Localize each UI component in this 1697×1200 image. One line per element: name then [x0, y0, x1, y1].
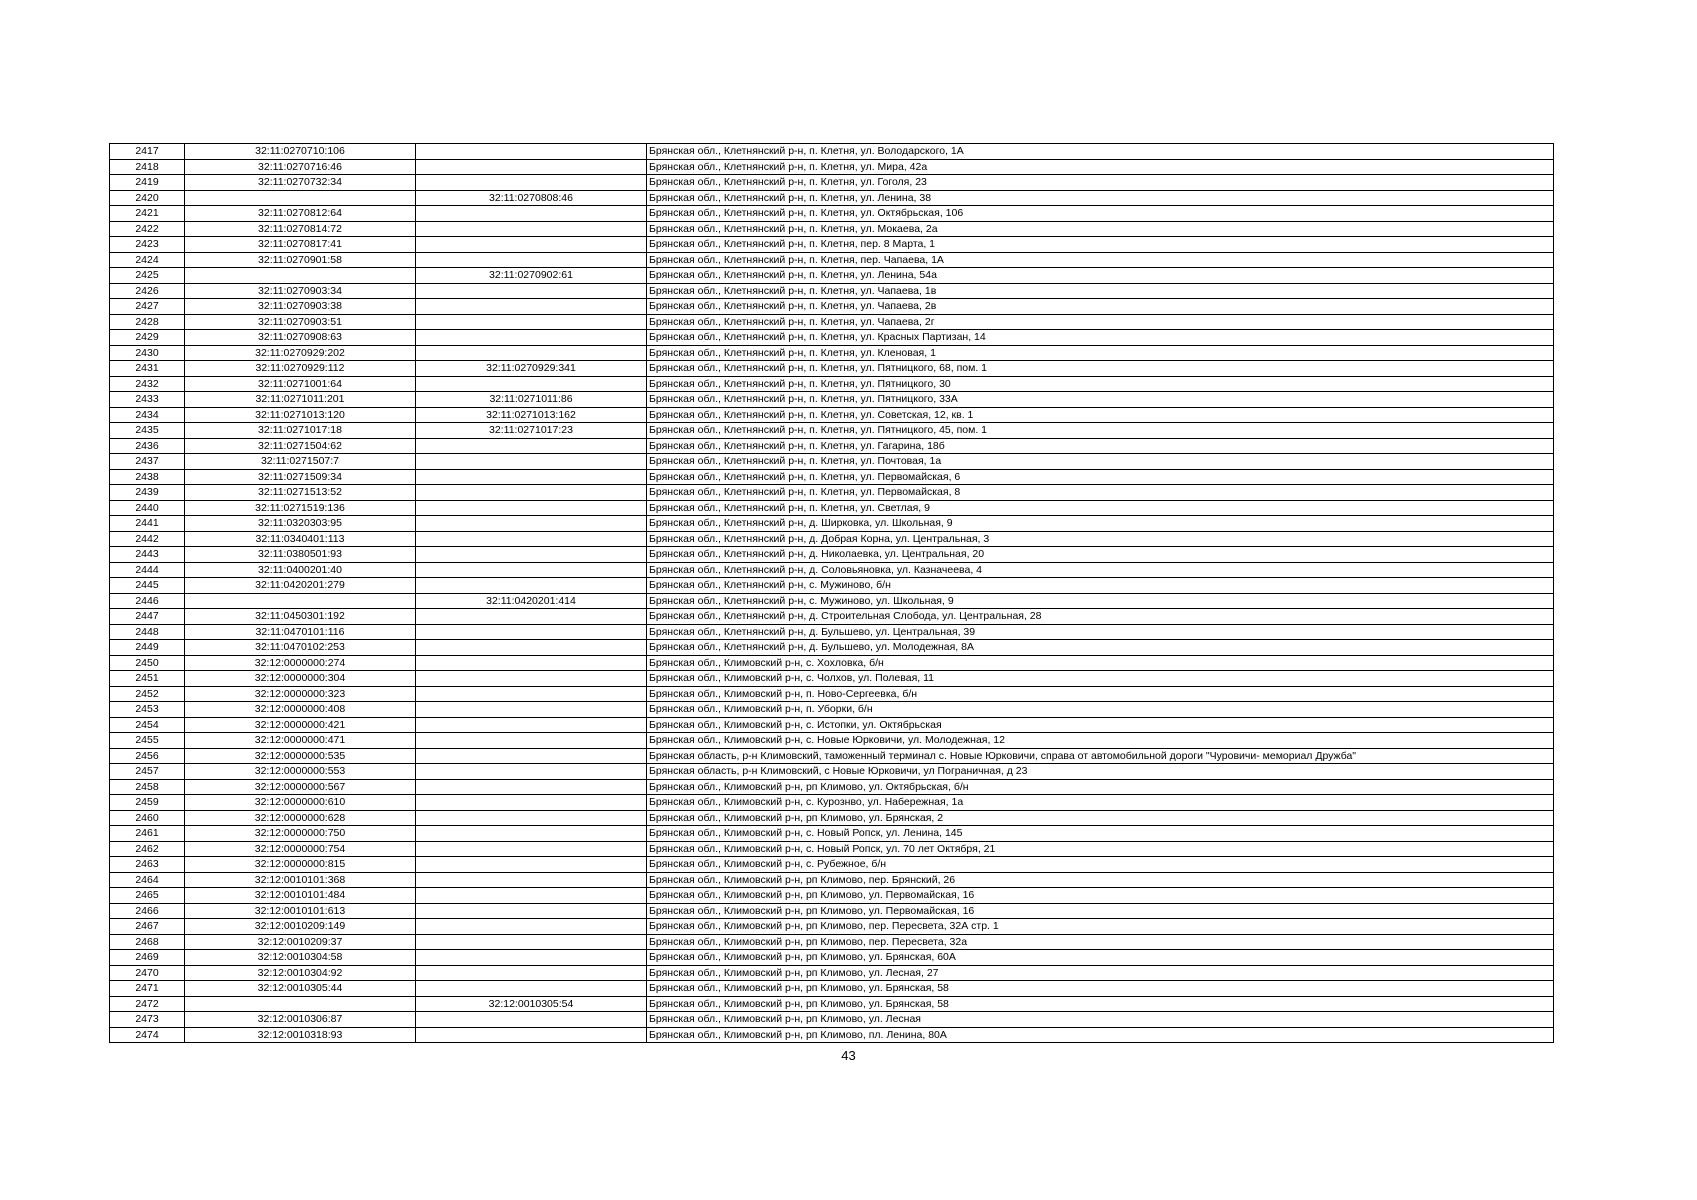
cadastral-number-cell: 32:11:0270732:34	[185, 175, 416, 191]
secondary-cadastral-number-cell: 32:11:0271013:162	[416, 407, 647, 423]
secondary-cadastral-number-cell	[416, 950, 647, 966]
address-cell: Брянская обл., Клетнянский р-н, д. Строительная Слобода, ул. Центральная, 28	[647, 609, 1554, 625]
secondary-cadastral-number-cell	[416, 903, 647, 919]
address-cell: Брянская обл., Климовский р-н, рп Климово, пер. Брянский, 26	[647, 872, 1554, 888]
secondary-cadastral-number-cell	[416, 159, 647, 175]
table-row	[110, 810, 1554, 826]
secondary-cadastral-number-cell	[416, 764, 647, 780]
address-cell: Брянская обл., Клетнянский р-н, п. Клетня, ул. Почтовая, 1а	[647, 454, 1554, 470]
table-row	[110, 407, 1554, 423]
table-row	[110, 1027, 1554, 1043]
row-number-cell: 2455	[110, 733, 185, 749]
secondary-cadastral-number-cell	[416, 810, 647, 826]
cadastral-number-cell: 32:11:0270716:46	[185, 159, 416, 175]
table-row	[110, 593, 1554, 609]
cadastral-number-cell: 32:11:0270817:41	[185, 237, 416, 253]
address-cell: Брянская обл., Клетнянский р-н, п. Клетня, ул. Пятницкого, 33А	[647, 392, 1554, 408]
row-number-cell: 2470	[110, 965, 185, 981]
secondary-cadastral-number-cell	[416, 733, 647, 749]
secondary-cadastral-number-cell	[416, 795, 647, 811]
table-row	[110, 826, 1554, 842]
cadastral-number-cell: 32:11:0271507:7	[185, 454, 416, 470]
address-cell: Брянская обл., Клетнянский р-н, д. Николаевка, ул. Центральная, 20	[647, 547, 1554, 563]
cadastral-number-cell: 32:11:0270903:34	[185, 283, 416, 299]
table-row	[110, 547, 1554, 563]
cadastral-number-cell: 32:12:0000000:610	[185, 795, 416, 811]
address-cell: Брянская обл., Климовский р-н, рп Климово, ул. Брянская, 60А	[647, 950, 1554, 966]
row-number-cell: 2458	[110, 779, 185, 795]
address-cell: Брянская обл., Климовский р-н, рп Климово, ул. Лесная	[647, 1012, 1554, 1028]
cadastral-number-cell: 32:12:0000000:535	[185, 748, 416, 764]
cadastral-number-cell: 32:11:0420201:279	[185, 578, 416, 594]
secondary-cadastral-number-cell	[416, 981, 647, 997]
address-cell: Брянская обл., Клетнянский р-н, п. Клетня, ул. Ленина, 54а	[647, 268, 1554, 284]
row-number-cell: 2420	[110, 190, 185, 206]
row-number-cell: 2417	[110, 144, 185, 160]
address-cell: Брянская обл., Климовский р-н, с. Рубежное, б/н	[647, 857, 1554, 873]
row-number-cell: 2421	[110, 206, 185, 222]
cadastral-number-cell: 32:11:0271011:201	[185, 392, 416, 408]
row-number-cell: 2451	[110, 671, 185, 687]
secondary-cadastral-number-cell	[416, 562, 647, 578]
row-number-cell: 2425	[110, 268, 185, 284]
table-row	[110, 857, 1554, 873]
table-row	[110, 330, 1554, 346]
cadastral-number-cell: 32:11:0270929:112	[185, 361, 416, 377]
address-cell: Брянская обл., Клетнянский р-н, п. Клетня, пер. 8 Марта, 1	[647, 237, 1554, 253]
address-cell: Брянская обл., Климовский р-н, рп Климово, ул. Брянская, 58	[647, 981, 1554, 997]
address-cell: Брянская обл., Климовский р-н, рп Климово, ул. Брянская, 2	[647, 810, 1554, 826]
table-row	[110, 361, 1554, 377]
row-number-cell: 2453	[110, 702, 185, 718]
row-number-cell: 2432	[110, 376, 185, 392]
cadastral-number-cell: 32:12:0010318:93	[185, 1027, 416, 1043]
row-number-cell: 2437	[110, 454, 185, 470]
table-row	[110, 640, 1554, 656]
secondary-cadastral-number-cell	[416, 252, 647, 268]
secondary-cadastral-number-cell: 32:11:0270929:341	[416, 361, 647, 377]
row-number-cell: 2460	[110, 810, 185, 826]
address-cell: Брянская обл., Клетнянский р-н, п. Клетня, ул. Мира, 42а	[647, 159, 1554, 175]
row-number-cell: 2452	[110, 686, 185, 702]
row-number-cell: 2418	[110, 159, 185, 175]
address-cell: Брянская обл., Климовский р-н, с. Истопки, ул. Октябрьская	[647, 717, 1554, 733]
table-row	[110, 485, 1554, 501]
address-cell: Брянская обл., Клетнянский р-н, п. Клетня, ул. Первомайская, 6	[647, 469, 1554, 485]
cadastral-number-cell: 32:11:0270814:72	[185, 221, 416, 237]
table-row	[110, 314, 1554, 330]
row-number-cell: 2465	[110, 888, 185, 904]
table-row	[110, 795, 1554, 811]
row-number-cell: 2464	[110, 872, 185, 888]
secondary-cadastral-number-cell	[416, 702, 647, 718]
table-row	[110, 748, 1554, 764]
secondary-cadastral-number-cell	[416, 547, 647, 563]
table-row	[110, 888, 1554, 904]
secondary-cadastral-number-cell	[416, 748, 647, 764]
row-number-cell: 2472	[110, 996, 185, 1012]
table-row	[110, 144, 1554, 160]
secondary-cadastral-number-cell	[416, 655, 647, 671]
table-row	[110, 779, 1554, 795]
table-row	[110, 392, 1554, 408]
secondary-cadastral-number-cell	[416, 919, 647, 935]
row-number-cell: 2443	[110, 547, 185, 563]
cadastral-number-cell: 32:11:0270710:106	[185, 144, 416, 160]
cadastral-number-cell: 32:11:0271013:120	[185, 407, 416, 423]
row-number-cell: 2462	[110, 841, 185, 857]
row-number-cell: 2457	[110, 764, 185, 780]
cadastral-number-cell: 32:12:0010209:149	[185, 919, 416, 935]
secondary-cadastral-number-cell: 32:11:0270808:46	[416, 190, 647, 206]
row-number-cell: 2473	[110, 1012, 185, 1028]
table-row	[110, 221, 1554, 237]
address-cell: Брянская обл., Клетнянский р-н, п. Клетня, ул. Чапаева, 1в	[647, 283, 1554, 299]
secondary-cadastral-number-cell	[416, 283, 647, 299]
address-cell: Брянская обл., Клетнянский р-н, п. Клетня, ул. Чапаева, 2г	[647, 314, 1554, 330]
table-row	[110, 454, 1554, 470]
secondary-cadastral-number-cell	[416, 206, 647, 222]
table-row	[110, 345, 1554, 361]
table-row	[110, 159, 1554, 175]
address-cell: Брянская обл., Клетнянский р-н, д. Добрая Корна, ул. Центральная, 3	[647, 531, 1554, 547]
row-number-cell: 2446	[110, 593, 185, 609]
table-row	[110, 268, 1554, 284]
row-number-cell: 2463	[110, 857, 185, 873]
row-number-cell: 2449	[110, 640, 185, 656]
cadastral-number-cell	[185, 190, 416, 206]
table-row	[110, 283, 1554, 299]
row-number-cell: 2454	[110, 717, 185, 733]
registry-table-body	[110, 144, 1554, 1043]
address-cell: Брянская обл., Климовский р-н, рп Климово, ул. Первомайская, 16	[647, 888, 1554, 904]
address-cell: Брянская обл., Климовский р-н, с. Новый Ропск, ул. 70 лет Октября, 21	[647, 841, 1554, 857]
secondary-cadastral-number-cell	[416, 500, 647, 516]
cadastral-number-cell: 32:11:0270812:64	[185, 206, 416, 222]
row-number-cell: 2427	[110, 299, 185, 315]
row-number-cell: 2471	[110, 981, 185, 997]
row-number-cell: 2431	[110, 361, 185, 377]
row-number-cell: 2438	[110, 469, 185, 485]
address-cell: Брянская обл., Клетнянский р-н, п. Клетня, ул. Пятницкого, 45, пом. 1	[647, 423, 1554, 439]
row-number-cell: 2461	[110, 826, 185, 842]
address-cell: Брянская обл., Климовский р-н, с. Курознво, ул. Набережная, 1а	[647, 795, 1554, 811]
table-row	[110, 702, 1554, 718]
secondary-cadastral-number-cell	[416, 872, 647, 888]
row-number-cell: 2430	[110, 345, 185, 361]
secondary-cadastral-number-cell	[416, 888, 647, 904]
table-row	[110, 903, 1554, 919]
cadastral-number-cell: 32:11:0271504:62	[185, 438, 416, 454]
cadastral-number-cell: 32:12:0000000:471	[185, 733, 416, 749]
cadastral-number-cell: 32:11:0450301:192	[185, 609, 416, 625]
cadastral-number-cell: 32:11:0270903:38	[185, 299, 416, 315]
address-cell: Брянская обл., Клетнянский р-н, д. Бульшево, ул. Центральная, 39	[647, 624, 1554, 640]
row-number-cell: 2447	[110, 609, 185, 625]
table-row	[110, 609, 1554, 625]
address-cell: Брянская обл., Клетнянский р-н, п. Клетня, ул. Гагарина, 18б	[647, 438, 1554, 454]
cadastral-number-cell: 32:12:0000000:274	[185, 655, 416, 671]
table-row	[110, 578, 1554, 594]
address-cell: Брянская обл., Клетнянский р-н, п. Клетня, ул. Первомайская, 8	[647, 485, 1554, 501]
address-cell: Брянская обл., Клетнянский р-н, п. Клетня, ул. Ленина, 38	[647, 190, 1554, 206]
secondary-cadastral-number-cell: 32:11:0270902:61	[416, 268, 647, 284]
cadastral-number-cell: 32:11:0340401:113	[185, 531, 416, 547]
cadastral-number-cell: 32:12:0000000:408	[185, 702, 416, 718]
secondary-cadastral-number-cell: 32:11:0271017:23	[416, 423, 647, 439]
address-cell: Брянская обл., Клетнянский р-н, д. Соловьяновка, ул. Казначеева, 4	[647, 562, 1554, 578]
secondary-cadastral-number-cell	[416, 640, 647, 656]
address-cell: Брянская обл., Климовский р-н, рп Климово, пер. Пересвета, 32А стр. 1	[647, 919, 1554, 935]
address-cell: Брянская обл., Клетнянский р-н, п. Клетня, ул. Кленовая, 1	[647, 345, 1554, 361]
address-cell: Брянская обл., Клетнянский р-н, с. Мужиново, б/н	[647, 578, 1554, 594]
table-row	[110, 996, 1554, 1012]
table-row	[110, 841, 1554, 857]
table-row	[110, 175, 1554, 191]
row-number-cell: 2434	[110, 407, 185, 423]
table-row	[110, 438, 1554, 454]
cadastral-number-cell	[185, 268, 416, 284]
secondary-cadastral-number-cell	[416, 686, 647, 702]
cadastral-number-cell: 32:11:0270929:202	[185, 345, 416, 361]
cadastral-number-cell: 32:11:0400201:40	[185, 562, 416, 578]
cadastral-number-cell: 32:12:0000000:567	[185, 779, 416, 795]
address-cell: Брянская область, р-н Климовский, таможенный терминал с. Новые Юрковичи, справа от автомобильной дороги "Чуровичи- мемориал Дружба"	[647, 748, 1554, 764]
address-cell: Брянская обл., Клетнянский р-н, п. Клетня, ул. Мокаева, 2а	[647, 221, 1554, 237]
table-row	[110, 965, 1554, 981]
secondary-cadastral-number-cell	[416, 237, 647, 253]
table-row	[110, 934, 1554, 950]
address-cell: Брянская обл., Клетнянский р-н, д. Ширковка, ул. Школьная, 9	[647, 516, 1554, 532]
cadastral-number-cell: 32:11:0271513:52	[185, 485, 416, 501]
row-number-cell: 2444	[110, 562, 185, 578]
address-cell: Брянская обл., Климовский р-н, п. Ново-Сергеевка, б/н	[647, 686, 1554, 702]
cadastral-number-cell: 32:11:0271519:136	[185, 500, 416, 516]
table-row	[110, 376, 1554, 392]
cadastral-number-cell	[185, 996, 416, 1012]
address-cell: Брянская обл., Клетнянский р-н, п. Клетня, ул. Советская, 12, кв. 1	[647, 407, 1554, 423]
table-row	[110, 733, 1554, 749]
registry-table	[109, 143, 1554, 1043]
cadastral-number-cell: 32:12:0010305:44	[185, 981, 416, 997]
secondary-cadastral-number-cell	[416, 826, 647, 842]
secondary-cadastral-number-cell	[416, 624, 647, 640]
cadastral-number-cell: 32:12:0000000:421	[185, 717, 416, 733]
secondary-cadastral-number-cell	[416, 671, 647, 687]
row-number-cell: 2426	[110, 283, 185, 299]
table-row	[110, 423, 1554, 439]
row-number-cell: 2423	[110, 237, 185, 253]
secondary-cadastral-number-cell: 32:11:0420201:414	[416, 593, 647, 609]
table-row	[110, 919, 1554, 935]
address-cell: Брянская обл., Климовский р-н, рп Климово, пер. Пересвета, 32а	[647, 934, 1554, 950]
table-row	[110, 624, 1554, 640]
address-cell: Брянская обл., Клетнянский р-н, п. Клетня, пер. Чапаева, 1А	[647, 252, 1554, 268]
address-cell: Брянская обл., Климовский р-н, п. Уборки, б/н	[647, 702, 1554, 718]
cadastral-number-cell: 32:12:0000000:323	[185, 686, 416, 702]
table-row	[110, 299, 1554, 315]
address-cell: Брянская обл., Климовский р-н, с. Чолхов, ул. Полевая, 11	[647, 671, 1554, 687]
cadastral-number-cell: 32:12:0000000:815	[185, 857, 416, 873]
table-row	[110, 237, 1554, 253]
address-cell: Брянская обл., Климовский р-н, рп Климово, ул. Брянская, 58	[647, 996, 1554, 1012]
secondary-cadastral-number-cell	[416, 314, 647, 330]
table-row	[110, 1012, 1554, 1028]
cadastral-number-cell: 32:11:0470102:253	[185, 640, 416, 656]
table-row	[110, 531, 1554, 547]
secondary-cadastral-number-cell	[416, 934, 647, 950]
secondary-cadastral-number-cell	[416, 857, 647, 873]
row-number-cell: 2450	[110, 655, 185, 671]
cadastral-number-cell: 32:12:0000000:628	[185, 810, 416, 826]
table-row	[110, 717, 1554, 733]
table-row	[110, 206, 1554, 222]
address-cell: Брянская обл., Климовский р-н, с. Хохловка, б/н	[647, 655, 1554, 671]
row-number-cell: 2469	[110, 950, 185, 966]
address-cell: Брянская обл., Клетнянский р-н, п. Клетня, ул. Светлая, 9	[647, 500, 1554, 516]
cadastral-number-cell: 32:12:0010304:92	[185, 965, 416, 981]
secondary-cadastral-number-cell	[416, 609, 647, 625]
row-number-cell: 2467	[110, 919, 185, 935]
row-number-cell: 2422	[110, 221, 185, 237]
row-number-cell: 2445	[110, 578, 185, 594]
secondary-cadastral-number-cell	[416, 299, 647, 315]
secondary-cadastral-number-cell	[416, 469, 647, 485]
cadastral-number-cell	[185, 593, 416, 609]
address-cell: Брянская обл., Клетнянский р-н, п. Клетня, ул. Красных Партизан, 14	[647, 330, 1554, 346]
secondary-cadastral-number-cell	[416, 376, 647, 392]
cadastral-number-cell: 32:12:0000000:754	[185, 841, 416, 857]
secondary-cadastral-number-cell	[416, 144, 647, 160]
cadastral-number-cell: 32:12:0010101:484	[185, 888, 416, 904]
address-cell: Брянская область, р-н Климовский, с Новые Юрковичи, ул Пограничная, д 23	[647, 764, 1554, 780]
row-number-cell: 2433	[110, 392, 185, 408]
row-number-cell: 2474	[110, 1027, 185, 1043]
row-number-cell: 2441	[110, 516, 185, 532]
row-number-cell: 2419	[110, 175, 185, 191]
cadastral-number-cell: 32:12:0000000:553	[185, 764, 416, 780]
address-cell: Брянская обл., Клетнянский р-н, п. Клетня, ул. Чапаева, 2в	[647, 299, 1554, 315]
address-cell: Брянская обл., Клетнянский р-н, п. Клетня, ул. Октябрьская, 106	[647, 206, 1554, 222]
cadastral-number-cell: 32:12:0010304:58	[185, 950, 416, 966]
cadastral-number-cell: 32:11:0271509:34	[185, 469, 416, 485]
row-number-cell: 2468	[110, 934, 185, 950]
row-number-cell: 2448	[110, 624, 185, 640]
address-cell: Брянская обл., Клетнянский р-н, с. Мужиново, ул. Школьная, 9	[647, 593, 1554, 609]
secondary-cadastral-number-cell	[416, 516, 647, 532]
secondary-cadastral-number-cell	[416, 345, 647, 361]
cadastral-number-cell: 32:12:0010306:87	[185, 1012, 416, 1028]
table-row	[110, 500, 1554, 516]
secondary-cadastral-number-cell	[416, 1027, 647, 1043]
table-row	[110, 562, 1554, 578]
cadastral-number-cell: 32:12:0010209:37	[185, 934, 416, 950]
row-number-cell: 2456	[110, 748, 185, 764]
cadastral-number-cell: 32:12:0010101:613	[185, 903, 416, 919]
address-cell: Брянская обл., Клетнянский р-н, п. Клетня, ул. Пятницкого, 30	[647, 376, 1554, 392]
secondary-cadastral-number-cell	[416, 717, 647, 733]
row-number-cell: 2466	[110, 903, 185, 919]
table-row	[110, 516, 1554, 532]
cadastral-number-cell: 32:12:0000000:304	[185, 671, 416, 687]
cadastral-number-cell: 32:11:0270901:58	[185, 252, 416, 268]
secondary-cadastral-number-cell	[416, 578, 647, 594]
cadastral-number-cell: 32:11:0270908:63	[185, 330, 416, 346]
secondary-cadastral-number-cell	[416, 485, 647, 501]
secondary-cadastral-number-cell	[416, 454, 647, 470]
cadastral-number-cell: 32:12:0010101:368	[185, 872, 416, 888]
address-cell: Брянская обл., Климовский р-н, рп Климово, ул. Первомайская, 16	[647, 903, 1554, 919]
row-number-cell: 2440	[110, 500, 185, 516]
address-cell: Брянская обл., Климовский р-н, с. Новые Юрковичи, ул. Молодежная, 12	[647, 733, 1554, 749]
cadastral-number-cell: 32:11:0271017:18	[185, 423, 416, 439]
address-cell: Брянская обл., Клетнянский р-н, п. Клетня, ул. Володарского, 1А	[647, 144, 1554, 160]
cadastral-number-cell: 32:11:0270903:51	[185, 314, 416, 330]
cadastral-number-cell: 32:12:0000000:750	[185, 826, 416, 842]
row-number-cell: 2435	[110, 423, 185, 439]
secondary-cadastral-number-cell	[416, 330, 647, 346]
secondary-cadastral-number-cell	[416, 221, 647, 237]
secondary-cadastral-number-cell: 32:12:0010305:54	[416, 996, 647, 1012]
table-row	[110, 872, 1554, 888]
address-cell: Брянская обл., Клетнянский р-н, п. Клетня, ул. Пятницкого, 68, пом. 1	[647, 361, 1554, 377]
secondary-cadastral-number-cell	[416, 531, 647, 547]
row-number-cell: 2436	[110, 438, 185, 454]
table-row	[110, 190, 1554, 206]
table-row	[110, 671, 1554, 687]
address-cell: Брянская обл., Климовский р-н, с. Новый Ропск, ул. Ленина, 145	[647, 826, 1554, 842]
secondary-cadastral-number-cell	[416, 779, 647, 795]
secondary-cadastral-number-cell	[416, 841, 647, 857]
secondary-cadastral-number-cell	[416, 438, 647, 454]
table-row	[110, 981, 1554, 997]
row-number-cell: 2442	[110, 531, 185, 547]
row-number-cell: 2424	[110, 252, 185, 268]
address-cell: Брянская обл., Климовский р-н, рп Климово, пл. Ленина, 80А	[647, 1027, 1554, 1043]
page-number: 43	[841, 1048, 856, 1063]
table-row	[110, 686, 1554, 702]
row-number-cell: 2428	[110, 314, 185, 330]
row-number-cell: 2439	[110, 485, 185, 501]
row-number-cell: 2459	[110, 795, 185, 811]
table-row	[110, 655, 1554, 671]
table-row	[110, 469, 1554, 485]
secondary-cadastral-number-cell	[416, 175, 647, 191]
secondary-cadastral-number-cell	[416, 965, 647, 981]
address-cell: Брянская обл., Климовский р-н, рп Климово, ул. Октябрьская, б/н	[647, 779, 1554, 795]
secondary-cadastral-number-cell	[416, 1012, 647, 1028]
cadastral-number-cell: 32:11:0470101:116	[185, 624, 416, 640]
address-cell: Брянская обл., Клетнянский р-н, п. Клетня, ул. Гоголя, 23	[647, 175, 1554, 191]
table-row	[110, 252, 1554, 268]
address-cell: Брянская обл., Климовский р-н, рп Климово, ул. Лесная, 27	[647, 965, 1554, 981]
cadastral-number-cell: 32:11:0320303:95	[185, 516, 416, 532]
table-row	[110, 950, 1554, 966]
address-cell: Брянская обл., Клетнянский р-н, д. Бульшево, ул. Молодежная, 8А	[647, 640, 1554, 656]
secondary-cadastral-number-cell: 32:11:0271011:86	[416, 392, 647, 408]
table-row	[110, 764, 1554, 780]
cadastral-number-cell: 32:11:0271001:64	[185, 376, 416, 392]
row-number-cell: 2429	[110, 330, 185, 346]
cadastral-number-cell: 32:11:0380501:93	[185, 547, 416, 563]
